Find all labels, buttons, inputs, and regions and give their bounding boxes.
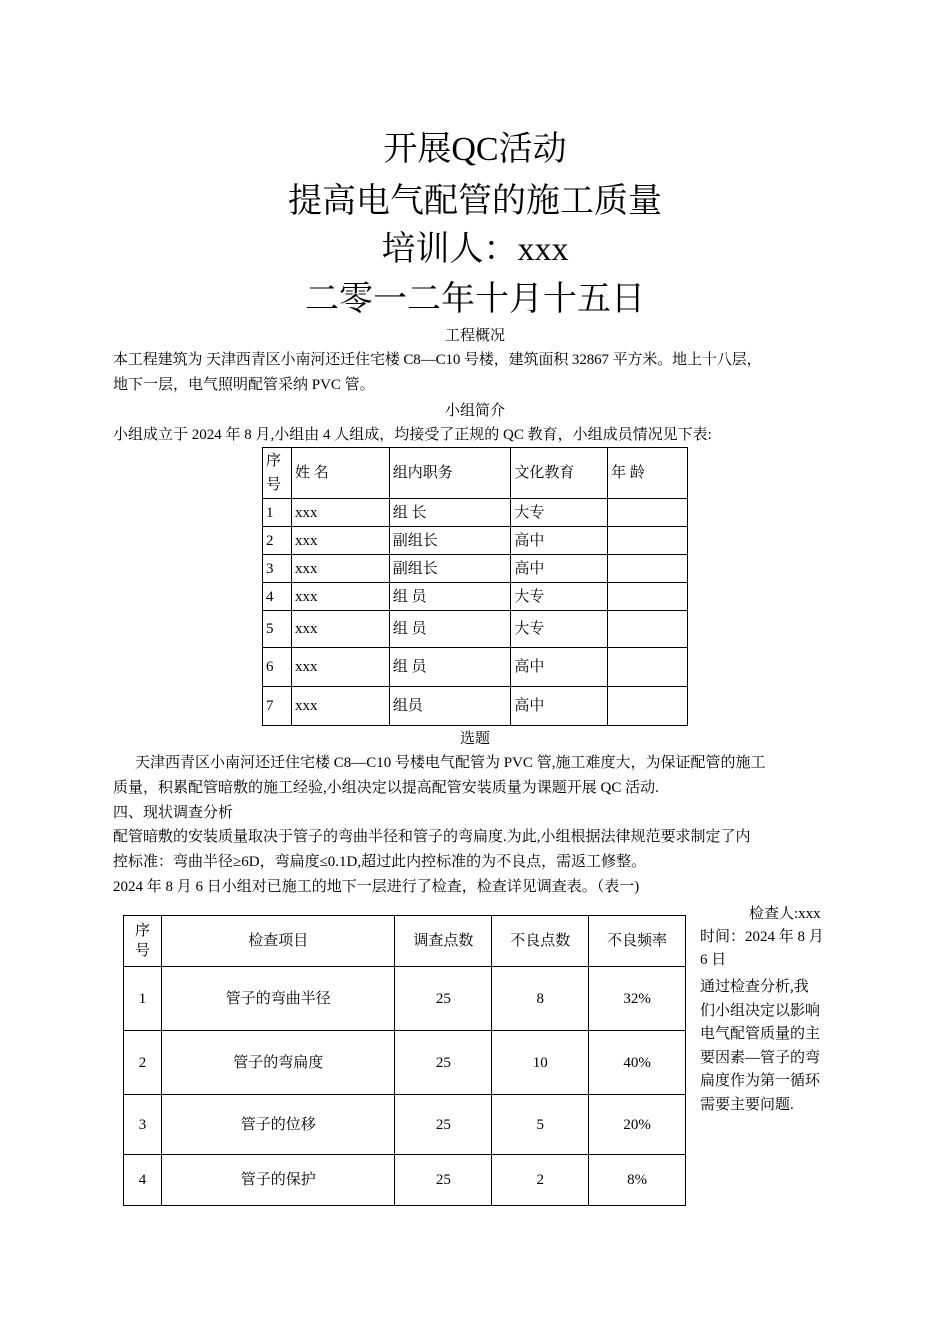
survey-cell: 5 — [492, 1095, 589, 1155]
survey-cell: 8 — [492, 967, 589, 1031]
members-cell: 5 — [263, 611, 292, 648]
overview-text-line-1: 本工程建筑为 天津西青区小南河还迁住宅楼 C8—C10 号楼，建筑面积 32867 平方米。地上十八层， — [113, 352, 762, 368]
survey-cell: 25 — [395, 1155, 492, 1206]
survey-cell: 管子的位移 — [161, 1095, 395, 1155]
members-cell: xxx — [291, 499, 389, 527]
survey-cell: 2 — [124, 1031, 162, 1095]
survey-table — [123, 915, 686, 1206]
survey-cell: 管子的弯扁度 — [161, 1031, 395, 1095]
analysis-text-line-1: 配管暗敷的安装质量取决于管子的弯曲半径和管子的弯扁度.为此,小组根据法律规范要求制定了内 — [113, 829, 751, 845]
overview-heading: 工程概况 — [444, 328, 505, 344]
table-row — [263, 555, 688, 583]
members-header-index: 序号 — [263, 448, 292, 499]
table-row — [124, 1155, 686, 1206]
members-cell — [608, 611, 688, 648]
members-cell — [608, 583, 688, 611]
analysis-text-line-2: 控标准：弯曲半径≥6D，弯扁度≤0.1D,超过此内控标准的为不良点，需返工修整。 — [113, 854, 647, 870]
members-cell: 2 — [263, 527, 292, 555]
members-cell: 7 — [263, 687, 292, 726]
survey-header-item: 检查项目 — [161, 916, 395, 967]
topic-text-line-2: 质量，积累配管暗敷的施工经验,小组决定以提高配管安装质量为课题开展 QC 活动. — [113, 780, 659, 796]
cover-title-line-2: 提高电气配管的施工质量 — [288, 183, 662, 220]
members-cell: 组 员 — [389, 648, 511, 687]
table-row — [263, 687, 688, 726]
members-cell: xxx — [291, 527, 389, 555]
inspection-time-line-2: 6 日 — [700, 952, 727, 968]
members-header-education: 文化教育 — [511, 448, 608, 499]
members-cell: xxx — [291, 555, 389, 583]
survey-cell: 3 — [124, 1095, 162, 1155]
members-cell: 6 — [263, 648, 292, 687]
members-cell — [608, 648, 688, 687]
survey-header-frequency: 不良频率 — [589, 916, 686, 967]
survey-cell: 管子的保护 — [161, 1155, 395, 1206]
survey-table-header-row — [124, 916, 686, 967]
survey-cell: 25 — [395, 1031, 492, 1095]
survey-header-index: 序 号 — [124, 916, 162, 967]
topic-text-line-1: 天津西青区小南河还迁住宅楼 C8—C10 号楼电气配管为 PVC 管,施工难度大，为保证配管的施工 — [135, 755, 766, 771]
survey-cell: 25 — [395, 1095, 492, 1155]
inspection-time-line-1: 时间：2024 年 8 月 — [700, 929, 824, 945]
members-cell: 高中 — [511, 648, 608, 687]
survey-cell: 25 — [395, 967, 492, 1031]
table-row — [263, 527, 688, 555]
members-cell: 大专 — [511, 611, 608, 648]
members-header-role: 组内职务 — [389, 448, 511, 499]
members-table — [262, 447, 688, 726]
members-cell: xxx — [291, 648, 389, 687]
conclusion-line-2: 们小组决定以影响 — [700, 1002, 821, 1019]
analysis-heading: 四、现状调查分析 — [113, 805, 234, 821]
members-cell: 组 员 — [389, 583, 511, 611]
survey-cell: 40% — [589, 1031, 686, 1095]
table-row — [263, 648, 688, 687]
survey-cell: 8% — [589, 1155, 686, 1206]
members-cell: 组 长 — [389, 499, 511, 527]
conclusion-line-5: 扁度作为第一循环 — [700, 1073, 821, 1089]
survey-cell: 20% — [589, 1095, 686, 1155]
conclusion-line-6: 需要主要问题. — [700, 1096, 794, 1113]
group-heading: 小组简介 — [444, 403, 505, 419]
members-cell: 1 — [263, 499, 292, 527]
members-cell: 副组长 — [389, 555, 511, 583]
members-cell: xxx — [291, 583, 389, 611]
conclusion-line-3: 电气配管质量的主 — [700, 1026, 821, 1042]
members-cell: 高中 — [511, 687, 608, 726]
survey-cell: 管子的弯曲半径 — [161, 967, 395, 1031]
table-row — [263, 611, 688, 648]
members-table-header-row — [263, 448, 688, 499]
inspector-label: 检查人:xxx — [749, 906, 821, 922]
members-cell — [608, 687, 688, 726]
survey-cell: 1 — [124, 967, 162, 1031]
topic-heading: 选题 — [459, 731, 490, 747]
survey-header-defects: 不良点数 — [492, 916, 589, 967]
members-cell: xxx — [291, 687, 389, 726]
survey-cell: 2 — [492, 1155, 589, 1206]
members-cell: 3 — [263, 555, 292, 583]
conclusion-line-4: 要因素—管子的弯 — [700, 1049, 821, 1066]
survey-header-points: 调查点数 — [395, 916, 492, 967]
members-cell: 组员 — [389, 687, 511, 726]
survey-cell: 32% — [589, 967, 686, 1031]
analysis-text-line-3: 2024 年 8 月 6 日小组对已施工的地下一层进行了检查，检查详见调查表。（表一) — [113, 879, 640, 895]
members-cell — [608, 499, 688, 527]
members-cell: 高中 — [511, 555, 608, 583]
table-row — [124, 1031, 686, 1095]
members-header-age: 年 龄 — [608, 448, 688, 499]
cover-title-line-1: 开展QC活动 — [383, 131, 567, 168]
members-cell — [608, 527, 688, 555]
members-cell: xxx — [291, 611, 389, 648]
members-cell: 高中 — [511, 527, 608, 555]
cover-date: 二零一二年十月十五日 — [305, 281, 645, 318]
members-header-name: 姓 名 — [291, 448, 389, 499]
survey-cell: 10 — [492, 1031, 589, 1095]
conclusion-line-1: 通过检查分析,我 — [700, 979, 809, 995]
table-row — [124, 967, 686, 1031]
members-cell: 大专 — [511, 583, 608, 611]
members-cell: 大专 — [511, 499, 608, 527]
overview-text-line-2: 地下一层，电气照明配管采纳 PVC 管。 — [113, 377, 375, 393]
members-cell: 副组长 — [389, 527, 511, 555]
cover-trainer: 培训人：xxx — [381, 231, 569, 268]
survey-cell: 4 — [124, 1155, 162, 1206]
members-cell: 组 员 — [389, 611, 511, 648]
table-row — [124, 1095, 686, 1155]
group-intro: 小组成立于 2024 年 8 月,小组由 4 人组成，均接受了正规的 QC 教育，小组成员情况见下表: — [113, 427, 712, 443]
table-row — [263, 583, 688, 611]
members-cell — [608, 555, 688, 583]
members-cell: 4 — [263, 583, 292, 611]
table-row — [263, 499, 688, 527]
